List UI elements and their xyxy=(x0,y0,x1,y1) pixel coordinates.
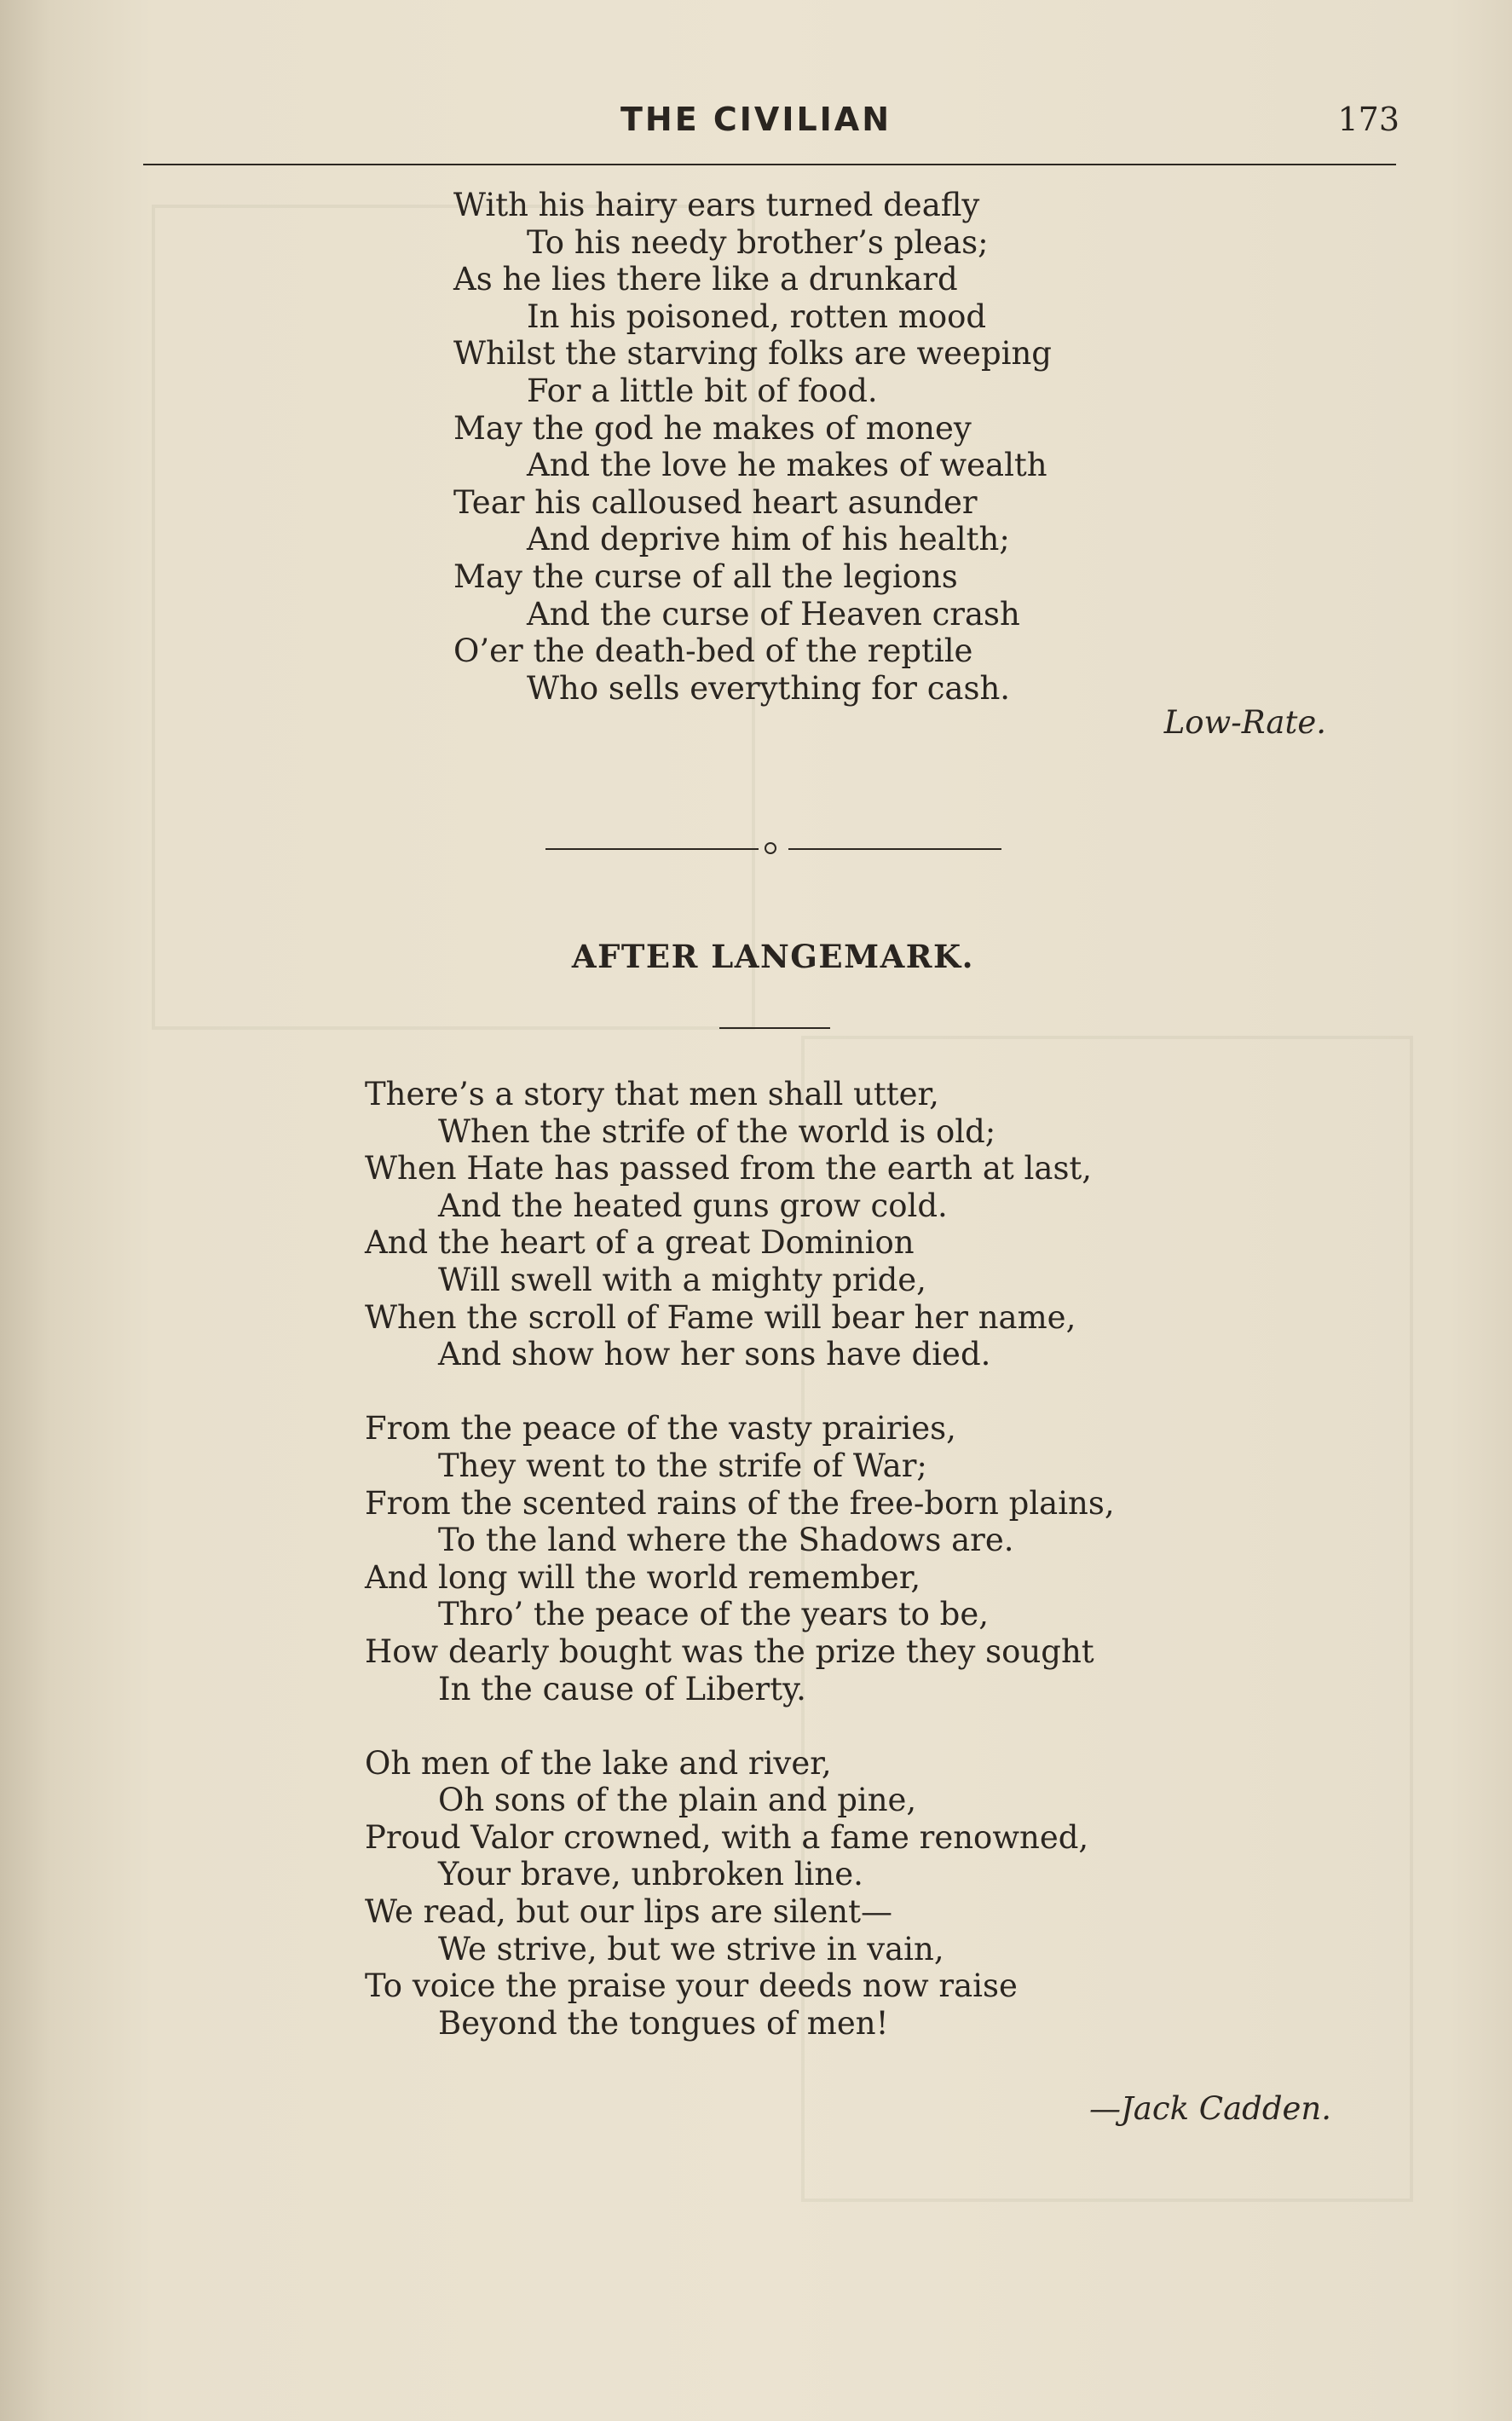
poem-line: And deprive him of his health; xyxy=(527,521,1010,558)
running-title: THE CIVILIAN xyxy=(620,101,892,138)
poem-line: Beyond the tongues of men! xyxy=(438,2004,889,2042)
poem-line: To his needy brother’s pleas; xyxy=(527,223,989,261)
poem-line: May the god he makes of money xyxy=(453,409,972,447)
poem-line: They went to the strife of War; xyxy=(438,1447,927,1484)
poem-line: And the love he makes of wealth xyxy=(527,447,1047,484)
poem-line: With his hairy ears turned deafly xyxy=(453,187,980,223)
poem-line: We read, but our lips are silent— xyxy=(365,1893,892,1931)
poem-line: Who sells everything for cash. xyxy=(527,669,1011,707)
title-rule xyxy=(719,1027,830,1029)
poem-line: Whilst the starving folks are weeping xyxy=(453,335,1052,373)
running-head xyxy=(0,101,1512,152)
poem-line: Thro’ the peace of the years to be, xyxy=(438,1596,990,1633)
divider-rule-right xyxy=(788,848,1001,850)
divider-circle-icon xyxy=(765,842,776,854)
poem-line: Oh sons of the plain and pine, xyxy=(438,1782,917,1819)
poem-line: O’er the death-bed of the reptile xyxy=(453,633,973,670)
poem-line: In the cause of Liberty. xyxy=(438,1670,806,1707)
poem-line: As he lies there like a drunkard xyxy=(453,261,958,298)
poem-line: And long will the world remember, xyxy=(365,1558,921,1596)
poem-line: Tear his calloused heart asunder xyxy=(453,483,978,521)
poem-title: AFTER LANGEMARK. xyxy=(571,938,975,975)
poem-low-rate xyxy=(453,187,1052,707)
poem-line: And the heart of a great Dominion xyxy=(365,1224,915,1262)
poem-line: When the strife of the world is old; xyxy=(438,1112,996,1150)
divider-rule-left xyxy=(545,848,759,850)
poem-line: In his poisoned, rotten mood xyxy=(527,298,987,335)
poem-after-langemark xyxy=(365,1076,1115,2042)
stanza-break xyxy=(365,1707,1115,1745)
poem-line: To voice the praise your deeds now raise xyxy=(365,1967,1018,2005)
poem-line: For a little bit of food. xyxy=(527,372,878,409)
poem-line: Will swell with a mighty pride, xyxy=(438,1261,926,1298)
header-rule xyxy=(143,164,1396,165)
poem-line: And the heated guns grow cold. xyxy=(438,1187,948,1224)
poem-signature: —Jack Cadden. xyxy=(1088,2090,1331,2127)
poem-line: How dearly bought was the prize they sought xyxy=(365,1632,1094,1670)
stanza-break xyxy=(365,1373,1115,1411)
poem-line: May the curse of all the legions xyxy=(453,558,958,595)
poem-line: From the scented rains of the free-born plains, xyxy=(365,1484,1115,1522)
poem-line: There’s a story that men shall utter, xyxy=(365,1076,939,1112)
page-number: 173 xyxy=(1337,101,1399,138)
poem-line: And the curse of Heaven crash xyxy=(527,595,1020,633)
poem-line: When the scroll of Fame will bear her name, xyxy=(365,1298,1076,1336)
poem-line: Your brave, unbroken line. xyxy=(438,1856,863,1893)
poem-line: When Hate has passed from the earth at last, xyxy=(365,1150,1093,1187)
poem-line: To the land where the Shadows are. xyxy=(438,1522,1014,1559)
poem-line: Proud Valor crowned, with a fame renowned, xyxy=(365,1818,1089,1856)
poem-line: From the peace of the vasty prairies, xyxy=(365,1410,956,1447)
poem-signature: Low-Rate. xyxy=(1163,704,1326,741)
poem-line: We strive, but we strive in vain, xyxy=(438,1930,944,1967)
poem-line: Oh men of the lake and river, xyxy=(365,1744,832,1782)
poem-line: And show how her sons have died. xyxy=(438,1336,991,1373)
section-divider xyxy=(545,835,1001,861)
